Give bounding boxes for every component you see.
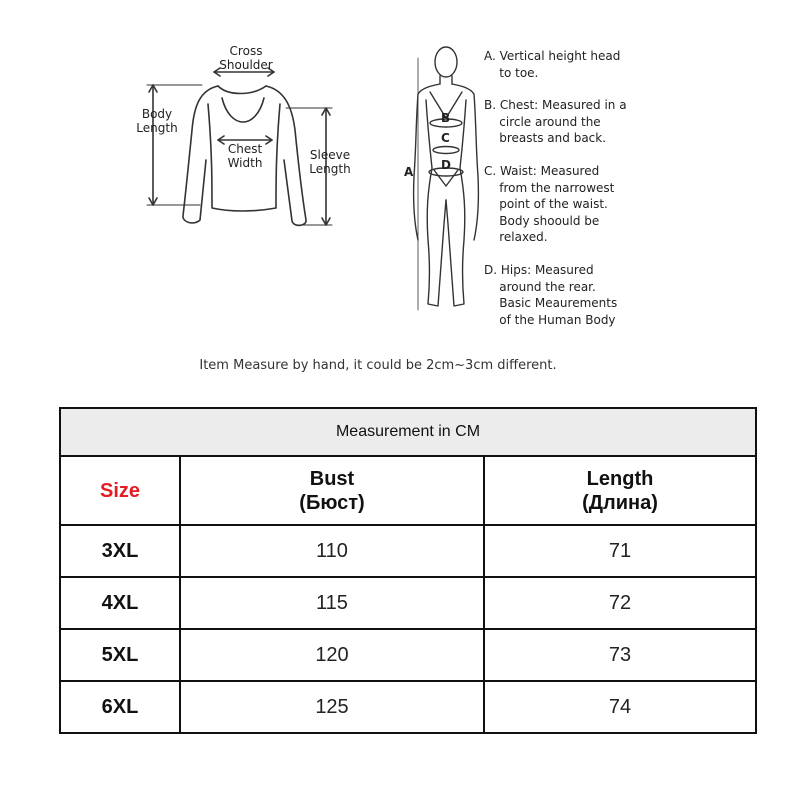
- table-row: [60, 681, 756, 733]
- header-length-ru: (Длина): [582, 491, 658, 514]
- legend-a-line1: A. Vertical height head: [484, 49, 621, 63]
- legend-b: [484, 97, 627, 147]
- legend-d-line4: of the Human Body: [484, 312, 616, 327]
- legend-d-line1: D. Hips: Measured: [484, 263, 594, 277]
- body-letter-d: D: [441, 158, 451, 172]
- bust-cell: 115: [180, 577, 484, 629]
- table-row: [60, 629, 756, 681]
- legend-c-line2: from the narrowest: [484, 180, 615, 195]
- table-row: [60, 525, 756, 577]
- bust-cell: 110: [180, 525, 484, 577]
- body-letter-c: C: [441, 131, 450, 145]
- chest-width-label: [218, 142, 272, 170]
- legend-b-line2: circle around the: [484, 114, 601, 129]
- bust-cell: 120: [180, 629, 484, 681]
- legend-c-line3: point of the waist.: [484, 197, 608, 211]
- header-bust-en: Bust: [309, 467, 355, 490]
- legend-c-line5: relaxed.: [484, 230, 548, 244]
- length-cell: 73: [484, 629, 756, 681]
- table-title: Measurement in CM: [60, 408, 756, 456]
- table-title-row: [60, 408, 756, 456]
- legend-c-line4: Body shoould be: [484, 213, 600, 228]
- legend-d: [484, 262, 617, 328]
- legend-c-line1: C. Waist: Measured: [484, 164, 600, 178]
- cross-shoulder-line2: Shoulder: [219, 58, 273, 72]
- length-cell: 74: [484, 681, 756, 733]
- header-length: [484, 456, 756, 525]
- body-letter-b: B: [441, 111, 451, 125]
- legend-b-line3: breasts and back.: [484, 131, 607, 145]
- header-bust: [180, 456, 484, 525]
- legend-b-line1: B. Chest: Measured in a: [484, 98, 627, 112]
- header-bust-ru: (Бюст): [299, 491, 365, 514]
- length-cell: 71: [484, 525, 756, 577]
- legend-a: [484, 48, 620, 81]
- table-header-row: [60, 456, 756, 525]
- measurement-diagram: [0, 0, 800, 340]
- garment-sketch: [0, 0, 800, 340]
- body-letter-a: A: [404, 165, 414, 179]
- size-cell: 6XL: [60, 681, 180, 733]
- body-length-line2: Length: [136, 121, 178, 135]
- sleeve-length-label: [304, 148, 356, 176]
- body-length-line1: Body: [141, 107, 173, 121]
- legend-c: [484, 163, 614, 246]
- header-length-en: Length: [586, 467, 654, 490]
- size-cell: 4XL: [60, 577, 180, 629]
- size-cell: 5XL: [60, 629, 180, 681]
- sleeve-length-line1: Sleeve: [309, 148, 351, 162]
- size-chart-table: [59, 407, 757, 734]
- legend-d-line3: Basic Meaurements: [484, 296, 618, 310]
- size-cell: 3XL: [60, 525, 180, 577]
- table-row: [60, 577, 756, 629]
- legend-d-line2: around the rear.: [484, 279, 596, 294]
- sleeve-length-line2: Length: [309, 162, 351, 176]
- chest-width-line2: Width: [227, 156, 263, 170]
- bust-cell: 125: [180, 681, 484, 733]
- chest-width-line1: Chest: [227, 142, 263, 156]
- measure-note: Item Measure by hand, it could be 2cm~3cm different.: [199, 358, 557, 373]
- legend-a-line2: to toe.: [484, 65, 539, 80]
- body-length-label: [132, 107, 182, 135]
- length-cell: 72: [484, 577, 756, 629]
- header-size: Size: [60, 456, 180, 525]
- cross-shoulder-label: [206, 44, 286, 72]
- cross-shoulder-line1: Cross: [229, 44, 263, 58]
